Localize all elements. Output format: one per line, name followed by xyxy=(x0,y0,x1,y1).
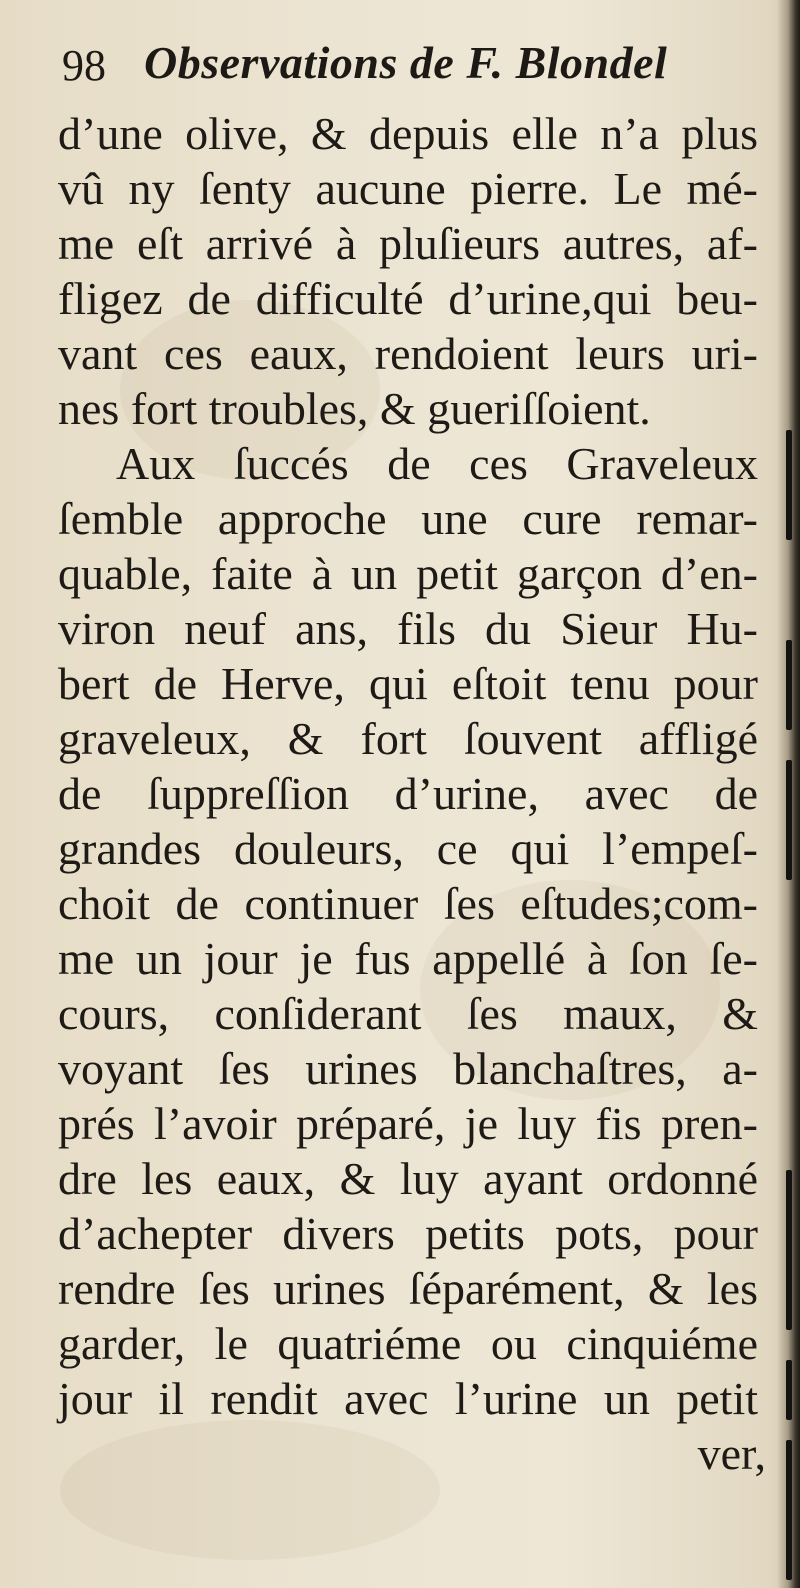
text-line: graveleux, & fort ſouvent affligé xyxy=(58,713,758,764)
text-line: Aux ſuccés de ces Graveleux xyxy=(116,438,758,489)
paper-stain xyxy=(60,1420,440,1560)
text-line: grandes douleurs, ce qui l’empeſ- xyxy=(58,823,758,874)
text-line: vû ny ſenty aucune pierre. Le mé- xyxy=(58,163,758,214)
text-line: viron neuf ans, fils du Sieur Hu- xyxy=(58,603,758,654)
edge-shadow-mark xyxy=(786,430,792,540)
text-line: me un jour je fus appellé à ſon ſe- xyxy=(58,933,758,984)
text-line: rendre ſes urines ſéparément, & les xyxy=(58,1263,758,1314)
text-line: me eſt arrivé à pluſieurs autres, af- xyxy=(58,218,758,269)
page-number: 98 xyxy=(62,41,106,90)
text-line: d’une olive, & depuis elle n’a plus xyxy=(58,108,758,159)
text-line: choit de continuer ſes eſtudes;com- xyxy=(58,878,758,929)
text-line: dre les eaux, & luy ayant ordonné xyxy=(58,1153,758,1204)
page-edge xyxy=(778,0,800,1588)
text-line: d’achepter divers petits pots, pour xyxy=(58,1208,758,1259)
edge-shadow-mark xyxy=(786,760,792,880)
text-line: nes fort troubles, & gueriſſoient. xyxy=(58,383,651,434)
edge-shadow-mark xyxy=(786,640,792,730)
text-line: quable, faite à un petit garçon d’en- xyxy=(58,548,758,599)
text-line: jour il rendit avec l’urine un petit xyxy=(58,1373,758,1424)
text-line: ſemble approche une cure remar- xyxy=(58,493,758,544)
text-line: prés l’avoir préparé, je luy fis pren- xyxy=(58,1098,758,1149)
text-line: bert de Herve, qui eſtoit tenu pour xyxy=(58,658,758,709)
text-line: vant ces eaux, rendoient leurs uri- xyxy=(58,328,758,379)
edge-shadow-mark xyxy=(786,1440,792,1580)
text-line: fligez de difficulté d’urine,qui beu- xyxy=(58,273,758,324)
text-line: cours, conſiderant ſes maux, & xyxy=(58,988,758,1039)
text-line: voyant ſes urines blanchaſtres, a- xyxy=(58,1043,758,1094)
edge-shadow-mark xyxy=(786,1360,792,1420)
running-head xyxy=(62,34,742,108)
catchword: ver, xyxy=(697,1428,766,1479)
text-line: de ſuppreſſion d’urine, avec de xyxy=(58,768,758,819)
running-title: Observations de F. Blondel xyxy=(144,37,668,88)
edge-shadow-mark xyxy=(786,1170,792,1330)
text-line: garder, le quatriéme ou cinquiéme xyxy=(58,1318,758,1369)
